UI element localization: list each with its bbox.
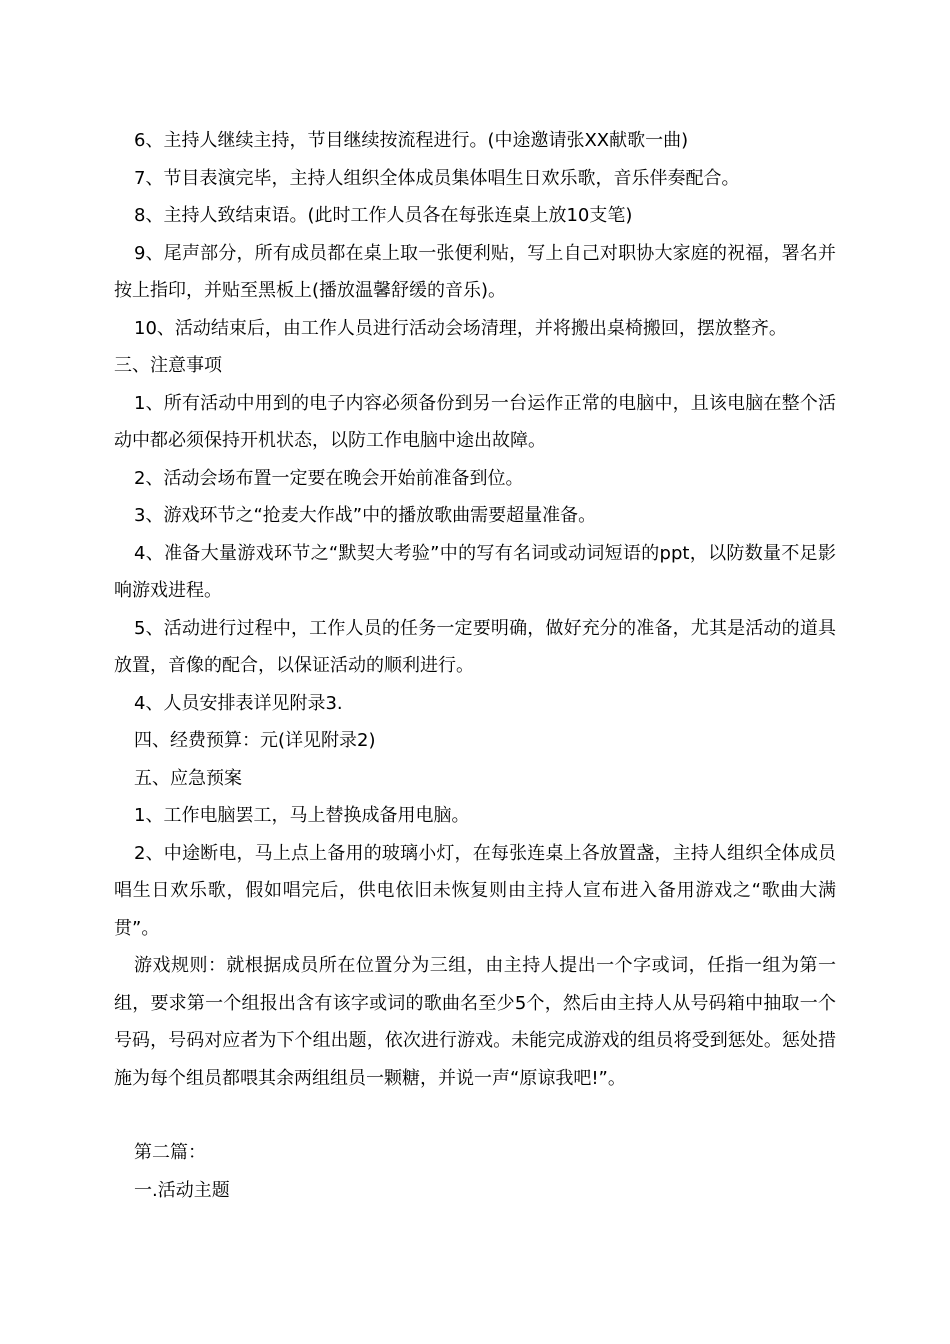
note-4: 4、准备大量游戏环节之“默契大考验”中的写有名词或动词短语的ppt，以防数量不足影响游戏进程。: [114, 542, 836, 601]
section-heading-notes: 三、注意事项: [114, 355, 222, 376]
paragraph-8: 8、主持人致结束语。(此时工作人员各在每张连桌上放10支笔): [134, 205, 633, 226]
paragraph-9: 9、尾声部分，所有成员都在桌上取一张便利贴，写上自己对职协大家庭的祝福，署名并按上指印，并贴至黑板上(播放温馨舒缓的音乐)。: [114, 242, 836, 301]
paragraph-spacer: [114, 1097, 836, 1134]
note-3: 3、游戏环节之“抢麦大作战”中的播放歌曲需要超量准备。: [134, 505, 597, 526]
note-2: 2、活动会场布置一定要在晚会开始前准备到位。: [134, 467, 524, 489]
section-heading-budget: 四、经费预算：元(详见附录2): [134, 730, 376, 751]
note-5: 5、活动进行过程中，工作人员的任务一定要明确，做好充分的准备，尤其是活动的道具放置，音像的配合，以保证活动的顺利进行。: [114, 617, 836, 676]
section2-subheading: 一.活动主题: [134, 1179, 230, 1201]
document-body: [114, 122, 836, 1209]
contingency-2: 2、中途断电，马上点上备用的玻璃小灯，在每张连桌上各放置盏，主持人组织全体成员唱生日欢乐歌，假如唱完后，供电依旧未恢复则由主持人宣布进入备用游戏之“歌曲大满贯”。: [114, 842, 836, 939]
section-heading-contingency: 五、应急预案: [134, 767, 242, 789]
paragraph-7: 7、节目表演完毕，主持人组织全体成员集体唱生日欢乐歌，音乐伴奏配合。: [134, 167, 740, 189]
game-rules: 游戏规则：就根据成员所在位置分为三组，由主持人提出一个字或词，任指一组为第一组，要求第一个组报出含有该字或词的歌曲名至少5个，然后由主持人从号码箱中抽取一个号码，号码对应者为下个组出题，依次进行游戏。未能完成游戏的组员将受到惩处。惩处措施为每个组员都喂其余两组组员一颗糖，并说一声“原谅我吧!”。: [114, 955, 836, 1089]
note-1: 1、所有活动中用到的电子内容必须备份到另一台运作正常的电脑中，且该电脑在整个活动中都必须保持开机状态，以防工作电脑中途出故障。: [114, 392, 836, 451]
paragraph-10: 10、活动结束后，由工作人员进行活动会场清理，并将搬出桌椅搬回，摆放整齐。: [134, 317, 787, 339]
paragraph-6: 6、主持人继续主持，节目继续按流程进行。(中途邀请张XX献歌一曲): [134, 130, 689, 151]
staff-arrangement-note: 4、人员安排表详见附录3.: [134, 692, 343, 714]
contingency-1: 1、工作电脑罢工，马上替换成备用电脑。: [134, 805, 470, 826]
section2-heading: 第二篇：: [134, 1142, 206, 1163]
